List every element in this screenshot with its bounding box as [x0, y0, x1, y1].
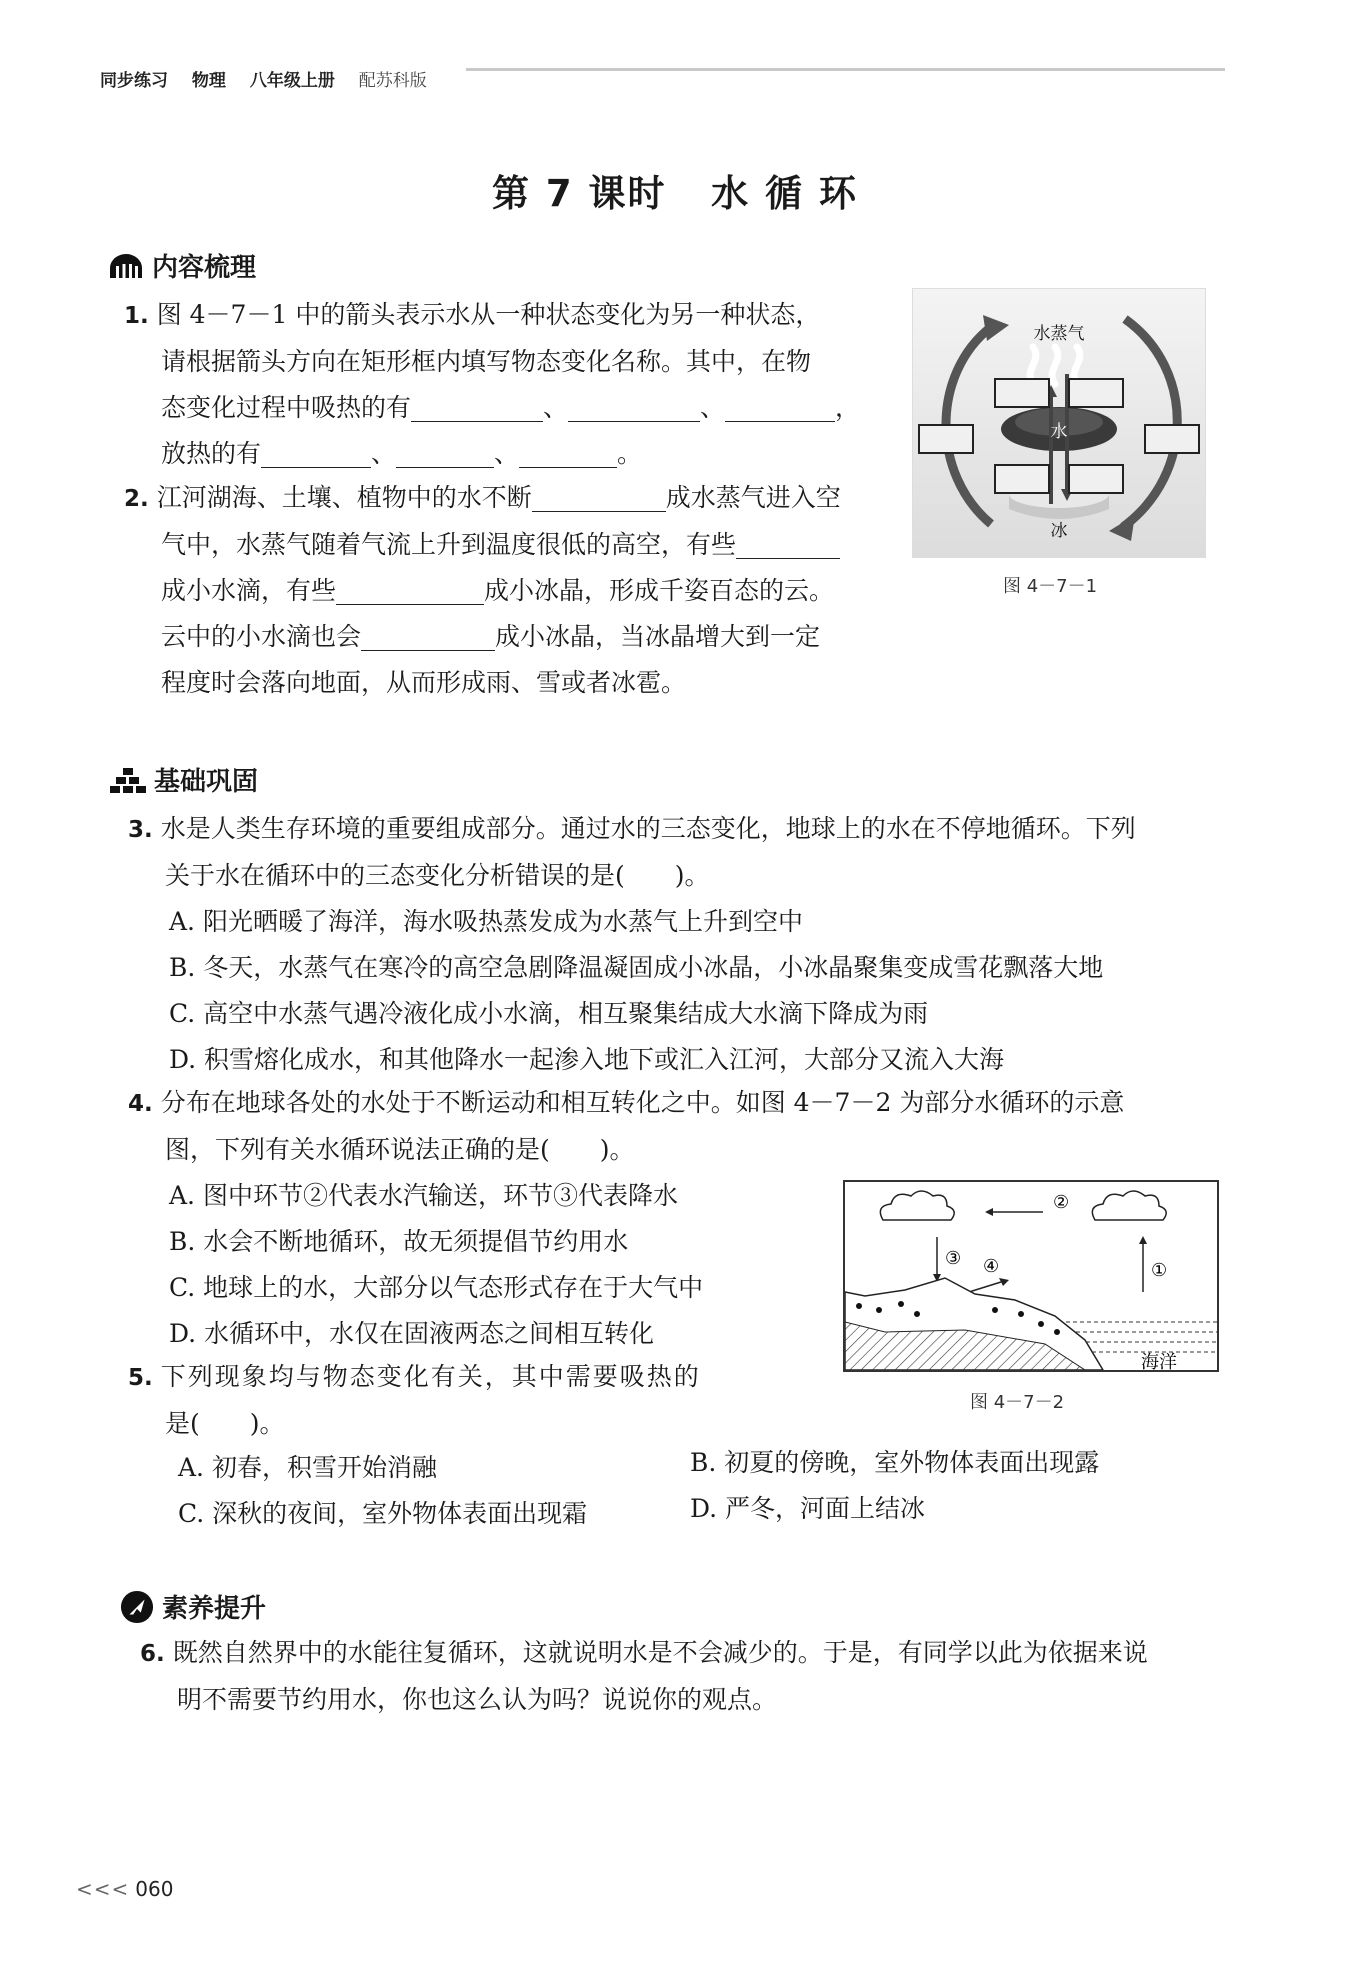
- question-number: 4.: [128, 1091, 153, 1117]
- section-competency-improvement: [120, 1588, 266, 1625]
- option-d[interactable]: D. 水循环中，水仅在固液两态之间相互转化: [169, 1319, 655, 1348]
- chevrons-icon: <<<: [76, 1877, 130, 1901]
- answer-box[interactable]: [1069, 379, 1123, 407]
- question-1: 1. 图 4－7－1 中的箭头表示水从一种状态变化为另一种状态， 请根据箭头方向在矩形框内填写物态变化名称。其中，在物 态变化过程中吸热的有 、 、 ， 放热的有 、 、 。: [124, 292, 894, 477]
- section-title: 素养提升: [162, 1594, 267, 1624]
- question-text: 明不需要节约用水，你也这么认为吗？说说你的观点。: [177, 1685, 778, 1714]
- section-title: 基础巩固: [154, 767, 259, 797]
- option-d[interactable]: D. 积雪熔化成水，和其他降水一起渗入地下或汇入江河，大部分又流入大海: [169, 1045, 1005, 1074]
- question-6: [140, 1630, 1260, 1723]
- option-d[interactable]: D. 严冬，河面上结冰: [690, 1494, 926, 1523]
- figure-water-states: [912, 288, 1206, 558]
- option-a[interactable]: A. 图中环节②代表水汽输送，环节③代表降水: [169, 1181, 678, 1210]
- option-a[interactable]: A. 阳光晒暖了海洋，海水吸热蒸发成为水蒸气上升到空中: [169, 907, 803, 936]
- question-text: 请根据箭头方向在矩形框内填写物态变化名称。其中，在物: [161, 347, 812, 376]
- question-text: 图 4－7－1 中的箭头表示水从一种状态变化为另一种状态，: [156, 300, 821, 329]
- header-rule: [466, 68, 1225, 71]
- question-text: 图，下列有关水循环说法正确的是( )。: [165, 1135, 635, 1164]
- section-title: 内容梳理: [152, 253, 257, 283]
- dome-icon: [108, 252, 144, 280]
- question-number: 5.: [128, 1365, 153, 1391]
- question-text: 是( )。: [165, 1409, 285, 1438]
- answer-blank[interactable]: [336, 574, 484, 605]
- label-ice: 冰: [1050, 521, 1068, 541]
- question-text: 下列现象均与物态变化有关，其中需要吸热的: [160, 1362, 701, 1391]
- label-3: ③: [945, 1248, 962, 1269]
- question-text: 成小水滴，有些: [161, 576, 337, 605]
- label-vapor: 水蒸气: [1033, 324, 1085, 344]
- answer-blank[interactable]: [568, 391, 700, 422]
- question-text: 程度时会落向地面，从而形成雨、雪或者冰雹。: [161, 668, 687, 697]
- label-sea: 海洋: [1141, 1352, 1177, 1370]
- answer-blank[interactable]: [396, 437, 494, 468]
- option-c[interactable]: C. 深秋的夜间，室外物体表面出现霜: [178, 1499, 588, 1528]
- section-basic-consolidation: [110, 761, 258, 798]
- book-title: 同步练习: [100, 71, 168, 91]
- answer-blank[interactable]: [519, 437, 617, 468]
- figure-water-cycle: [843, 1180, 1219, 1372]
- edition: 配苏科版: [358, 71, 427, 91]
- section-content-review: [108, 247, 256, 284]
- option-c[interactable]: C. 高空中水蒸气遇冷液化成小水滴，相互聚集结成大水滴下降成为雨: [169, 999, 929, 1028]
- option-b[interactable]: B. 初夏的傍晚，室外物体表面出现露: [690, 1448, 1100, 1477]
- question-text: 分布在地球各处的水处于不断运动和相互转化之中。如图 4－7－2 为部分水循环的示意: [160, 1088, 1125, 1117]
- subject: 物理: [191, 71, 226, 91]
- question-number: 6.: [140, 1641, 165, 1667]
- question-text: 云中的小水滴也会: [161, 622, 362, 651]
- answer-box[interactable]: [919, 425, 973, 453]
- page-title: 第 7 课时 水 循 环: [492, 172, 858, 215]
- cloud-left: [880, 1191, 954, 1220]
- answer-blank[interactable]: [361, 620, 495, 651]
- question-number: 2.: [124, 486, 149, 512]
- right-arc-arrow: [1123, 319, 1177, 527]
- label-water: 水: [1050, 422, 1068, 442]
- question-text: 成水蒸气进入空: [665, 483, 841, 512]
- question-text: 既然自然界中的水能往复循环，这就说明水是不会减少的。于是，有同学以此为依据来说: [172, 1638, 1148, 1667]
- page-number: 060: [135, 1877, 174, 1901]
- label-1: ①: [1151, 1260, 1168, 1281]
- answer-blank[interactable]: [725, 391, 835, 422]
- rocket-icon: [120, 1590, 154, 1624]
- page-footer: [76, 1877, 173, 1901]
- label-2: ②: [1053, 1192, 1070, 1213]
- answer-box[interactable]: [1145, 425, 1199, 453]
- answer-box[interactable]: [995, 465, 1049, 493]
- question-5: [128, 1354, 828, 1447]
- answer-blank[interactable]: [261, 437, 371, 468]
- question-number: 1.: [124, 303, 149, 329]
- option-b[interactable]: B. 水会不断地循环，故无须提倡节约用水: [169, 1227, 629, 1256]
- question-text: 放热的有: [161, 439, 262, 468]
- figure-caption: 图 4－7－1: [1003, 576, 1098, 597]
- question-text: 成小冰晶，当冰晶增大到一定: [495, 622, 821, 651]
- option-a[interactable]: A. 初春，积雪开始消融: [178, 1453, 437, 1482]
- answer-box[interactable]: [995, 379, 1049, 407]
- label-4: ④: [983, 1256, 1000, 1277]
- cloud-right: [1092, 1191, 1166, 1220]
- answer-blank[interactable]: [532, 481, 666, 512]
- answer-box[interactable]: [1069, 465, 1123, 493]
- question-text: 气中，水蒸气随着气流上升到温度很低的高空，有些: [161, 530, 737, 559]
- question-number: 3.: [128, 817, 153, 843]
- bricks-icon: [110, 766, 146, 794]
- question-text: 态变化过程中吸热的有: [161, 393, 412, 422]
- option-b[interactable]: B. 冬天，水蒸气在寒冷的高空急剧降温凝固成小冰晶，小冰晶聚集变成雪花飘落大地: [169, 953, 1104, 982]
- option-c[interactable]: C. 地球上的水，大部分以气态形式存在于大气中: [169, 1273, 704, 1302]
- question-text: 关于水在循环中的三态变化分析错误的是( )。: [165, 861, 710, 890]
- question-2: [124, 475, 894, 706]
- answer-blank[interactable]: [411, 391, 543, 422]
- figure-caption: 图 4－7－2: [970, 1392, 1065, 1413]
- running-header: [100, 66, 445, 91]
- water-cycle-diagram: [845, 1182, 1217, 1370]
- question-3: [128, 806, 1248, 1083]
- grade: 八年级上册: [249, 71, 335, 91]
- question-text: 水是人类生存环境的重要组成部分。通过水的三态变化，地球上的水在不停地循环。下列: [160, 814, 1136, 843]
- answer-blank[interactable]: [736, 528, 840, 559]
- question-text: 成小冰晶，形成千姿百态的云。: [484, 576, 835, 605]
- water-states-diagram: [913, 289, 1205, 557]
- question-text: 江河湖海、土壤、植物中的水不断: [156, 483, 532, 512]
